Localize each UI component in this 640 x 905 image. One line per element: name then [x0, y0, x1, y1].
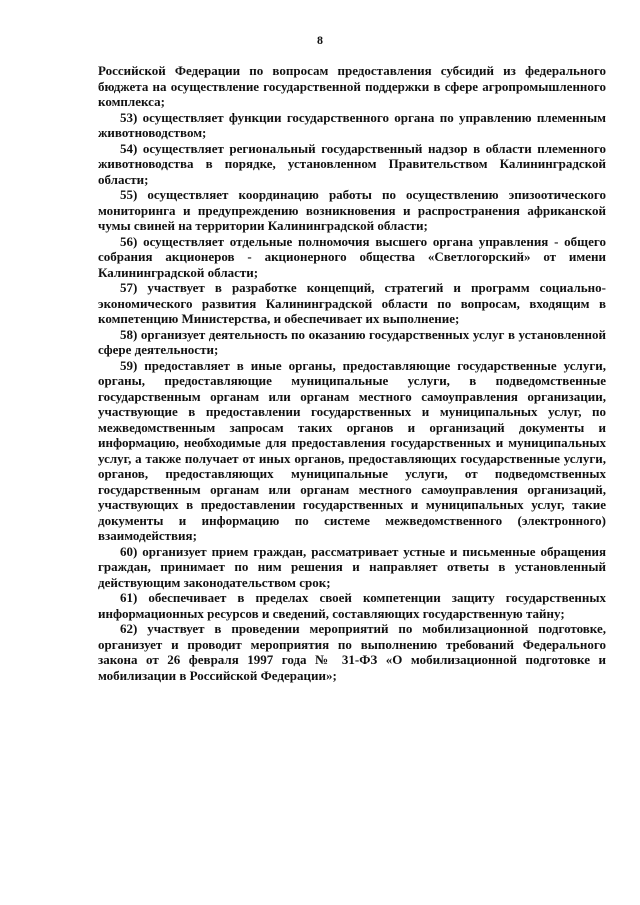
paragraph-continuation: Российской Федерации по вопросам предоставления субсидий из федерального бюджета на осуществление государственной поддержки в сфере агропромышленного комплекса; — [98, 63, 606, 109]
page-number: 8 — [317, 33, 323, 47]
paragraph-55: 55) осуществляет координацию работы по осуществлению эпизоотического мониторинга и предупреждению возникновения и распространения африканской чумы свиней на территории Калининградской области; — [98, 187, 606, 233]
paragraph-61: 61) обеспечивает в пределах своей компетенции защиту государственных информационных ресурсов и сведений, составляющих государственную тайну; — [98, 590, 606, 621]
paragraph-59: 59) предоставляет в иные органы, предоставляющие государственные услуги, органы, предоставляющие муниципальные услуги, в подведомственные государственным органам или органам местного самоуправления организации, участвующие в предоставлении государственных и муниципальных услуг, по межведомственным запросам таких органов и организаций документы и информацию, необходимые для предоставления государственных и муниципальных услуг, а также получает от иных органов, предоставляющих государственные услуги, органов, предоставляющих муниципальные услуги, от подведомственных государственным органам или органам местного самоуправления организаций, участвующих в предоставлении государственных и муниципальных услуг, такие документы и информацию по системе межведомственного (электронного) взаимодействия; — [98, 357, 606, 543]
paragraph-54: 54) осуществляет региональный государственный надзор в области племенного животноводства в порядке, установленном Правительством Калининградской области; — [98, 140, 606, 187]
paragraph-53: 53) осуществляет функции государственного органа по управлению племенным животноводством; — [98, 109, 606, 140]
paragraph-58: 58) организует деятельность по оказанию государственных услуг в установленной сфере деятельности; — [98, 326, 606, 357]
paragraph-62: 62) участвует в проведении мероприятий по мобилизационной подготовке, организует и проводит мероприятия по выполнению требований Федерального закона от 26 февраля 1997 года № 31-ФЗ «О мобилизационной подготовке и мобилизации в Российской Федерации»; — [98, 621, 606, 683]
document-body — [98, 63, 606, 683]
paragraph-60: 60) организует прием граждан, рассматривает устные и письменные обращения граждан, принимает по ним решения и направляет ответы в установленный действующим законодательством срок; — [98, 543, 606, 590]
paragraph-57: 57) участвует в разработке концепций, стратегий и программ социально-экономического развития Калининградской области по вопросам, входящим в компетенцию Министерства, и обеспечивает их выполнение; — [98, 280, 606, 326]
paragraph-56: 56) осуществляет отдельные полномочия высшего органа управления - общего собрания акционеров - акционерного общества «Светлогорский» от имени Калининградской области; — [98, 233, 606, 280]
